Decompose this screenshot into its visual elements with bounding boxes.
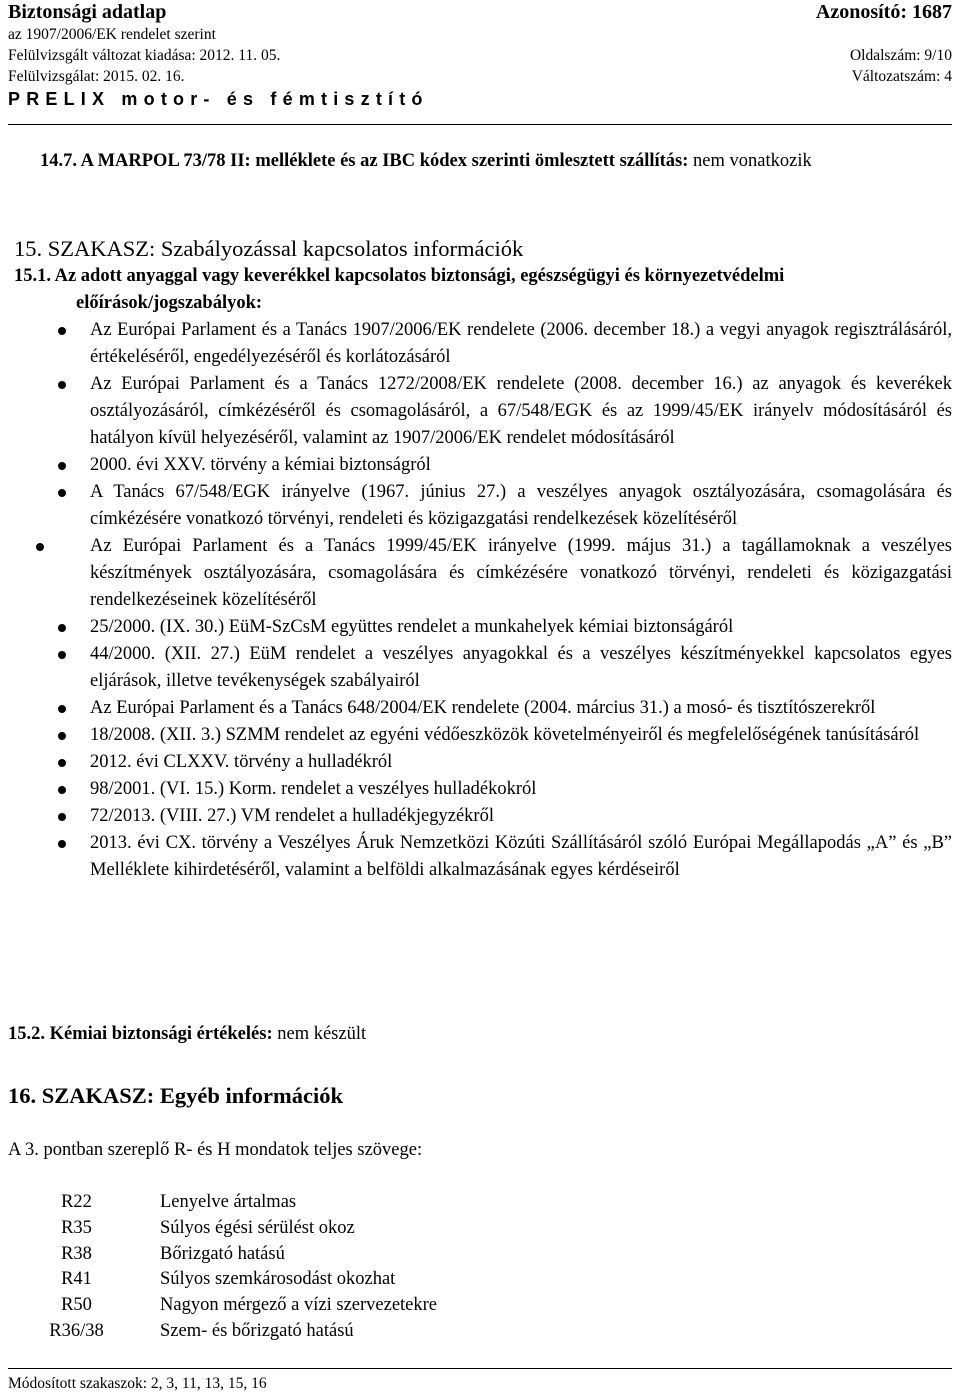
section-15-1-text: Az adott anyaggal vagy keverékkel kapcsolatos biztonsági, egészségügyi és környezetvédelmi xyxy=(54,266,785,286)
section-16-intro: A 3. pontban szereplő R- és H mondatok teljes szövege: xyxy=(8,1140,423,1160)
document-header xyxy=(8,0,952,111)
regulation-list xyxy=(14,317,952,884)
list-item: A Tanács 67/548/EGK irányelve (1967. június 27.) a veszélyes anyagok osztályozására, csomagolására és címkézésére vonatkozó törvényi, rendeleti és közigazgatási rendelkezések közelítéséről xyxy=(14,479,952,533)
section-14-7-label: 14.7. A MARPOL 73/78 II: melléklete és az IBC kódex szerinti ömlesztett szállítás: xyxy=(40,151,689,171)
phrase-text: Súlyos égési sérülést okoz xyxy=(160,1217,355,1238)
list-item: 25/2000. (IX. 30.) EüM-SzCsM együttes rendelet a munkahelyek kémiai biztonságáról xyxy=(14,614,952,641)
header-divider xyxy=(8,124,952,125)
document-id: Azonosító: 1687 xyxy=(815,1,952,23)
phrase-code: R41 xyxy=(61,1269,92,1290)
section-14-7-value: nem vonatkozik xyxy=(693,151,812,171)
phrase-code: R38 xyxy=(61,1243,92,1264)
regulation-note: az 1907/2006/EK rendelet szerint xyxy=(8,26,216,43)
list-item: 2012. évi CLXXV. törvény a hulladékról xyxy=(14,749,952,776)
list-item: Az Európai Parlament és a Tanács 648/2004/EK rendelete (2004. március 31.) a mosó- és tisztítószerekről xyxy=(14,695,952,722)
phrase-text: Súlyos szemkárosodást okozhat xyxy=(160,1269,396,1290)
list-item: 72/2013. (VIII. 27.) VM rendelet a hulladékjegyzékről xyxy=(14,803,952,830)
phrase-text: Nagyon mérgező a vízi szervezetekre xyxy=(160,1295,438,1316)
table-row xyxy=(0,1242,437,1268)
phrases-table xyxy=(0,1190,960,1345)
list-item: 18/2008. (XII. 3.) SZMM rendelet az egyéni védőeszközök követelményeiről és megfelelőségének tanúsításáról xyxy=(14,722,952,749)
list-item: 44/2000. (XII. 27.) EüM rendelet a veszélyes anyagokkal és a veszélyes készítményekkel kapcsolatos egyes eljárások, illetve tevékenységek szabályairól xyxy=(14,641,952,695)
section-16-heading: 16. SZAKASZ: Egyéb információk xyxy=(8,1083,344,1108)
list-item: 98/2001. (VI. 15.) Korm. rendelet a veszélyes hulladékokról xyxy=(14,776,952,803)
table-row xyxy=(0,1190,437,1216)
section-15-2-value: nem készült xyxy=(277,1024,367,1044)
section-15-2 xyxy=(8,1021,960,1048)
revised-issue: Felülvizsgált változat kiadása: 2012. 11. 05. xyxy=(8,47,281,64)
table-row xyxy=(0,1267,437,1293)
modified-sections: Módosított szakaszok: 2, 3, 11, 13, 15, 16 xyxy=(8,1375,267,1392)
phrase-code: R36/38 xyxy=(49,1320,104,1341)
product-name: PRELIX motor- és fémtisztító xyxy=(8,89,429,109)
section-15-1-title xyxy=(14,263,952,290)
table-row xyxy=(0,1293,437,1319)
section-15-2-label: 15.2. Kémiai biztonsági értékelés: xyxy=(8,1024,273,1044)
page-number: Oldalszám: 9/10 xyxy=(849,47,952,64)
section-15-1-number: 15.1. xyxy=(14,266,51,286)
section-15-heading: 15. SZAKASZ: Szabályozással kapcsolatos információk xyxy=(14,236,524,261)
phrase-code: R50 xyxy=(61,1295,92,1316)
document-title: Biztonsági adatlap xyxy=(8,1,167,23)
list-item: Az Európai Parlament és a Tanács 1907/2006/EK rendelete (2006. december 18.) a vegyi anyagok regisztrálásáról, értékeléséről, engedélyezéséről és korlátozásáról xyxy=(14,317,952,371)
list-item: Az Európai Parlament és a Tanács 1999/45/EK irányelve (1999. május 31.) a tagállamoknak a veszélyes készítmények osztályozására, csomagolására és címkézésére vonatkozó törvényi, rendeleti és közigazgatási rendelkezéseinek közelítéséről xyxy=(14,533,952,614)
phrase-code: R22 xyxy=(61,1192,92,1212)
section-14-7 xyxy=(40,148,952,175)
section-15-1-title-cont: előírások/jogszabályok: xyxy=(76,293,263,313)
phrase-code: R35 xyxy=(61,1217,92,1238)
phrase-text: Szem- és bőrizgató hatású xyxy=(160,1320,354,1341)
version-number: Változatszám: 4 xyxy=(851,68,952,85)
table-row xyxy=(0,1216,437,1242)
phrase-text: Bőrizgató hatású xyxy=(160,1243,285,1264)
list-item: 2013. évi CX. törvény a Veszélyes Áruk Nemzetközi Közúti Szállításáról szóló Európai Megállapodás „A” és „B” Melléklete kihirdetéséről, valamint a belföldi alkalmazásának egyes kérdéseiről xyxy=(14,830,952,884)
phrase-text: Lenyelve ártalmas xyxy=(160,1192,297,1212)
footer-divider xyxy=(8,1368,952,1369)
list-item: Az Európai Parlament és a Tanács 1272/2008/EK rendelete (2008. december 16.) az anyagok és keverékek osztályozásáról, címkézéséről és csomagolásáról, a 67/548/EGK és az 1999/45/EK irányelv módosításáról és hatályon kívül helyezéséről, valamint az 1907/2006/EK rendelet módosításáról xyxy=(14,371,952,452)
review-date: Felülvizsgálat: 2015. 02. 16. xyxy=(8,68,185,85)
table-row xyxy=(0,1319,437,1345)
list-item: 2000. évi XXV. törvény a kémiai biztonságról xyxy=(14,452,952,479)
